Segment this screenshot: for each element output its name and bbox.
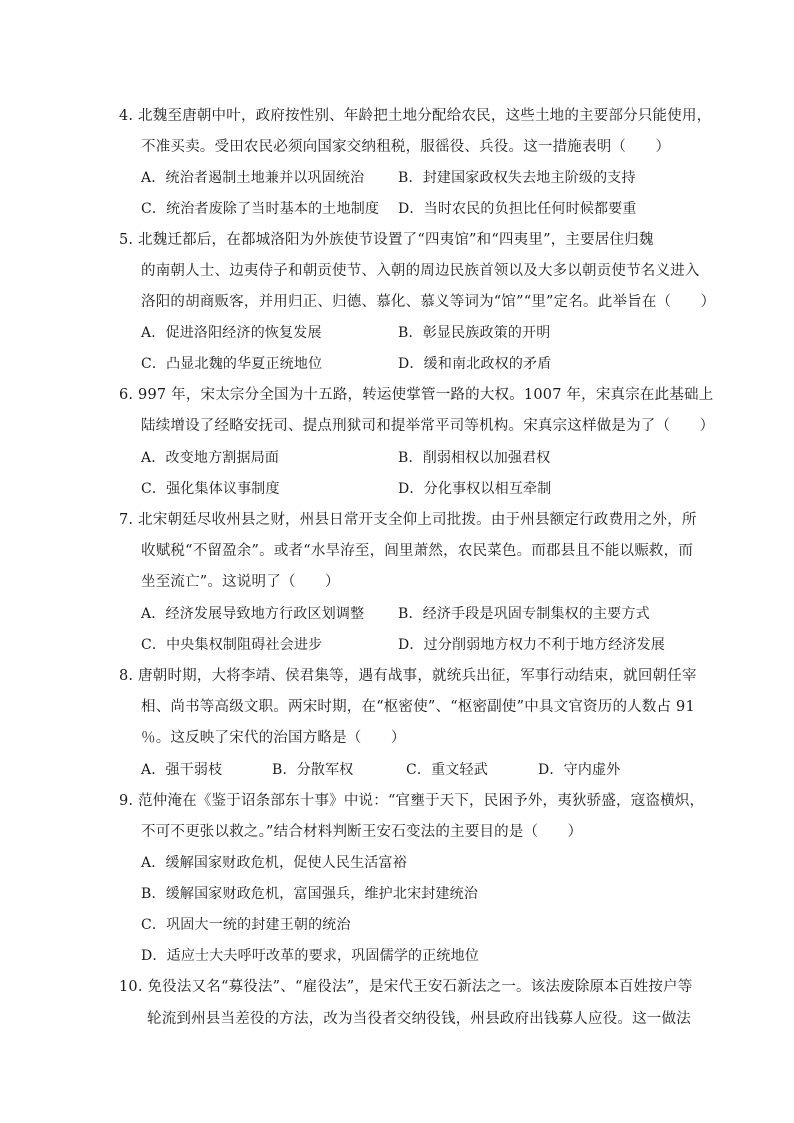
q7-option-c: C．中央集权制阻碍社会进步 <box>141 637 323 653</box>
q4-option-a: A．统治者遏制土地兼并以巩固统治 <box>141 170 365 186</box>
q6-option-a: A．改变地方割据局面 <box>141 450 280 466</box>
q6-stem-line-2: 陆续增设了经略安抚司、提点刑狱司和提举常平司等机构。宋真宗这样做是为了（ ） <box>141 418 715 434</box>
q8-option-c: C．重文轻武 <box>406 762 488 778</box>
q5-stem-line-1: 5. 北魏迁都后，在都城洛阳为外族使节设置了“四夷馆”和“四夷里”，主要居住归魏 <box>119 232 654 248</box>
q8-option-b: B．分散军权 <box>272 762 354 778</box>
q5-option-a: A．促进洛阳经济的恢复发展 <box>141 325 322 341</box>
q7-option-a: A．经济发展导致地方行政区划调整 <box>141 606 365 622</box>
q5-stem-line-2: 的南朝人士、边夷侍子和朝贡使节、入朝的周边民族首领以及大多以朝贡使节名义进入 <box>141 263 700 279</box>
q7-stem-line-1: 7. 北宋朝廷尽收州县之财，州县日常开支全仰上司批拨。由于州县额定行政费用之外，所 <box>119 512 697 528</box>
q8-stem-line-1: 8. 唐朝时期，大将李靖、侯君集等，遇有战事，就统兵出征，军事行动结束，就回朝任宰 <box>119 668 697 684</box>
q5-option-b: B．彰显民族政策的开明 <box>398 325 551 341</box>
q8-option-a: A．强干弱枝 <box>141 762 223 778</box>
q8-stem-line-3: ％。这反映了宋代的治国方略是（ ） <box>141 730 406 746</box>
q8-option-d: D．守内虚外 <box>538 762 621 778</box>
q6-option-d: D．分化事权以相互牵制 <box>398 481 552 497</box>
q7-option-d: D．过分削弱地方权力不利于地方经济发展 <box>398 637 666 653</box>
q5-option-c: C．凸显北魏的华夏正统地位 <box>141 356 323 372</box>
q7-option-b: B．经济手段是巩固专制集权的主要方式 <box>398 606 650 622</box>
q7-stem-line-3: 坐至流亡”。这说明了（ ） <box>141 574 340 590</box>
q9-stem-line-2: 不可不更张以救之。”结合材料判断王安石变法的主要目的是（ ） <box>141 824 583 840</box>
q10-stem-line-1: 10. 免役法又名“募役法”、“雇役法”，是宋代王安石新法之一。该法废除原本百姓按户等 <box>119 979 693 995</box>
q9-stem-line-1: 9. 范仲淹在《鉴于诏条部东十事》中说：“官壅于天下，民困予外，夷狄骄盛，寇盗横炽， <box>119 793 705 809</box>
q4-stem-line-1: 4. 北魏至唐朝中叶，政府按性别、年龄把土地分配给农民，这些土地的主要部分只能使用， <box>119 108 712 124</box>
q9-option-b: B．缓解国家财政危机，富国强兵，维护北宋封建统治 <box>141 886 479 902</box>
q5-option-d: D．缓和南北政权的矛盾 <box>398 356 552 372</box>
q9-option-d: D．适应士大夫呼吁改革的要求，巩固儒学的正统地位 <box>141 948 480 964</box>
q9-option-c: C．巩固大一统的封建王朝的统治 <box>141 917 351 933</box>
q6-option-b: B．削弱相权以加强君权 <box>398 450 551 466</box>
q8-stem-line-2: 相、尚书等高级文职。两宋时期，在“枢密使”、“枢密副使”中具文官资历的人数占 91 <box>141 699 695 715</box>
q6-option-c: C．强化集体议事制度 <box>141 481 280 497</box>
q9-option-a: A．缓解国家财政危机，促使人民生活富裕 <box>141 855 407 871</box>
q4-option-c: C．统治者废除了当时基本的土地制度 <box>141 201 380 217</box>
q10-stem-line-2: 轮流到州县当差役的方法，改为当役者交纳役钱，州县政府出钱募人应役。这一做法 <box>147 1011 691 1027</box>
q6-stem-line-1: 6. 997 年，宋太宗分全国为十五路，转运使掌管一路的大权。1007 年，宋真宗在此基础上 <box>119 387 714 403</box>
q4-option-d: D．当时农民的负担比任何时候都要重 <box>398 201 637 217</box>
q4-stem-line-2: 不准买卖。受田农民必须向国家交纳租税，服徭役、兵役。这一措施表明（ ） <box>141 139 671 155</box>
q7-stem-line-2: 收赋税“不留盈余”。或者“水旱洊至，闾里萧然，农民菜色。而郡县且不能以赈救，而 <box>141 543 694 559</box>
q4-option-b: B．封建国家政权失去地主阶级的支持 <box>398 170 636 186</box>
q5-stem-line-3: 洛阳的胡商贩客，并用归正、归德、慕化、慕义等词为“馆”“里”定名。此举旨在（ ） <box>141 294 716 310</box>
